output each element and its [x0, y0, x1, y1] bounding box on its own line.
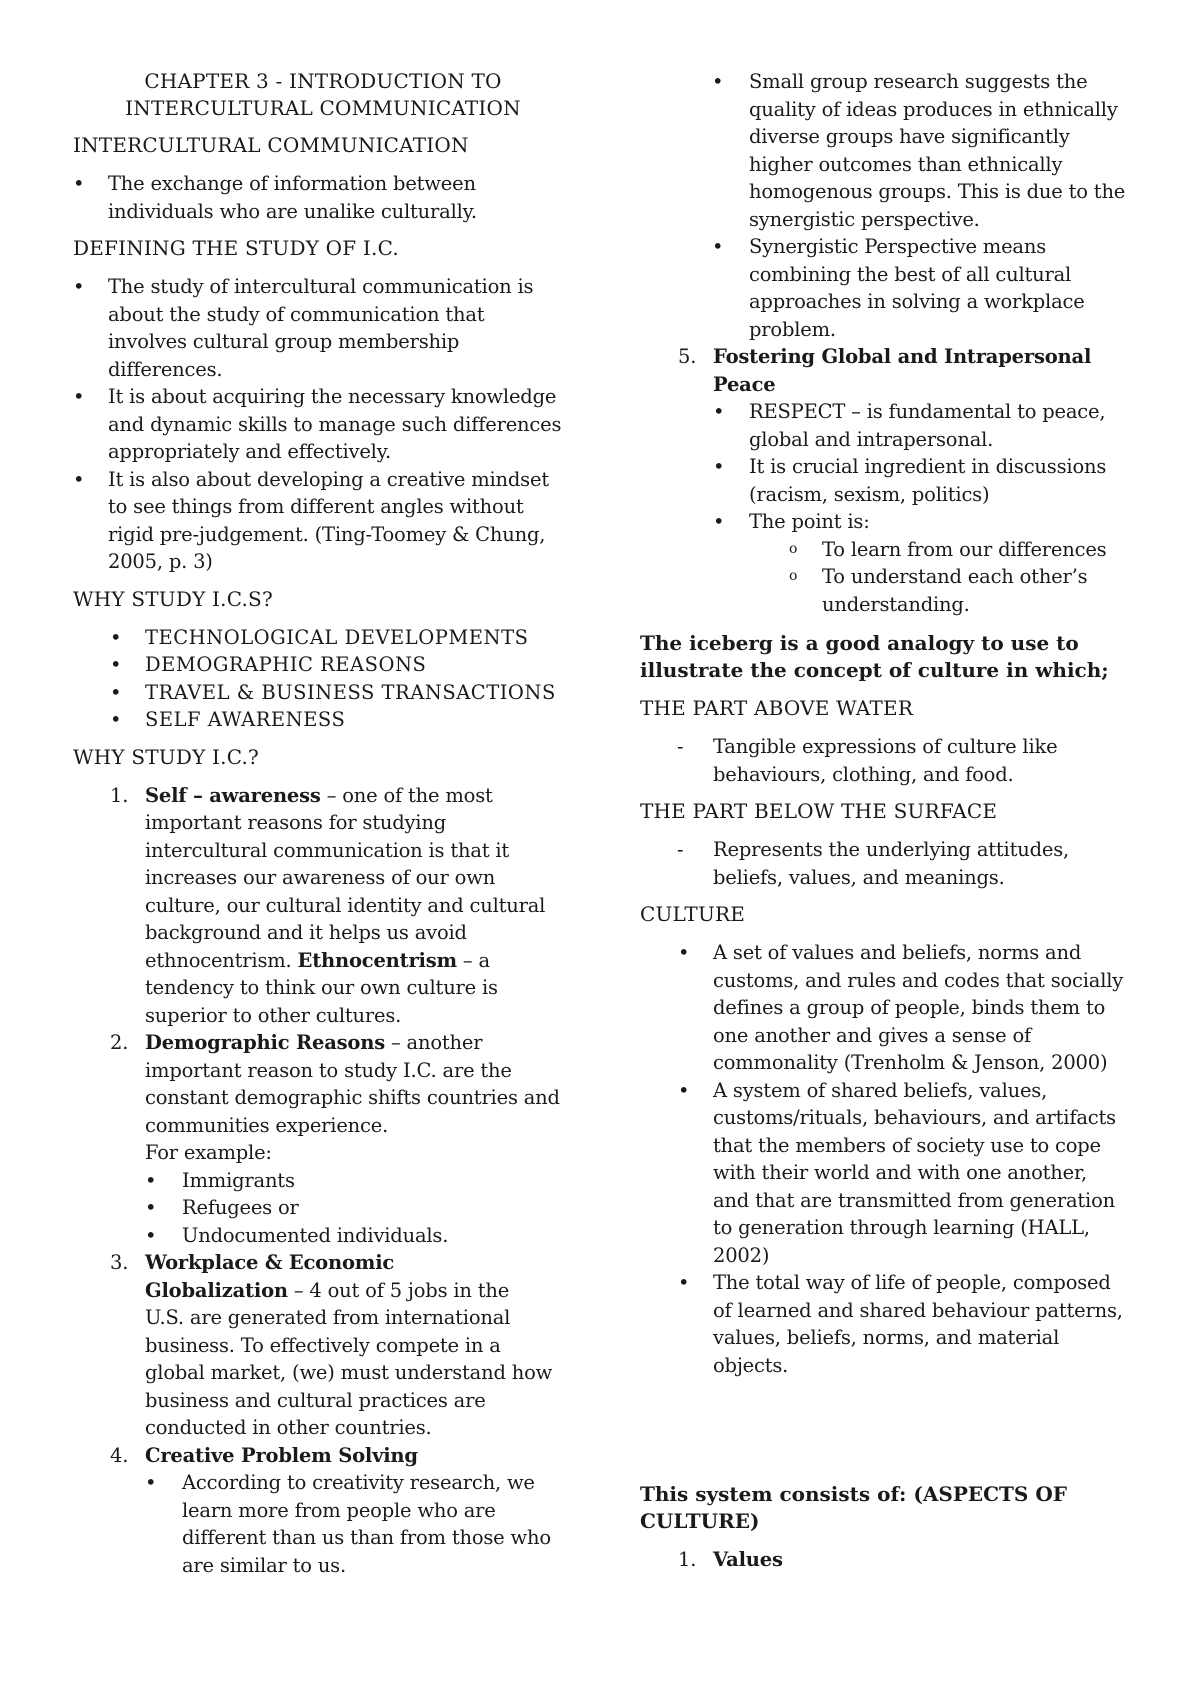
term: Self – awareness: [145, 783, 321, 807]
text-line: 2002): [713, 1243, 770, 1267]
text-line: [145, 1249, 573, 1277]
bullet-icon: •: [73, 172, 85, 195]
text-line: tendency to think our own culture is: [145, 976, 498, 999]
circle-bullet-icon: o: [789, 568, 798, 584]
text-line: Small group research suggests the: [749, 70, 1088, 93]
heading-why-study-ic: WHY STUDY I.C.?: [73, 744, 259, 769]
text-line: appropriately and effectively.: [108, 440, 391, 463]
bullet-icon: •: [713, 455, 725, 478]
numbered-item-2: [73, 1029, 573, 1249]
text-line: The exchange of information between: [108, 172, 476, 195]
text-run: – another: [384, 1031, 483, 1054]
bullet-icon: •: [110, 708, 123, 731]
list-number: 4.: [110, 1443, 129, 1467]
term: Demographic Reasons: [145, 1031, 385, 1054]
text-line: different than us than from those who: [182, 1526, 551, 1549]
text-line: [713, 343, 1140, 371]
list-number: 5.: [678, 345, 697, 368]
text-line: To understand each other’s: [822, 565, 1088, 588]
bullet-item: [73, 273, 573, 383]
text-line: rigid pre-judgement. (Ting-Toomey & Chung,: [108, 522, 546, 546]
chapter-title: [73, 68, 573, 122]
text-line: U.S. are generated from international: [145, 1306, 511, 1329]
text-line: [145, 947, 573, 975]
iceberg-analogy: [640, 630, 1140, 684]
text-line: about the study of communication that: [108, 302, 485, 326]
text-line: increases our awareness of our own: [145, 866, 496, 889]
text-line: higher outcomes than ethnically: [749, 152, 1063, 176]
sub-bullet: [713, 453, 1140, 508]
list-number: 1.: [678, 1548, 697, 1571]
dash-item: [640, 836, 1140, 891]
sub-bullet: [145, 1222, 573, 1250]
bullet-icon: •: [145, 1168, 157, 1192]
bullet-icon: •: [712, 235, 724, 258]
text-line: with their world and with one another,: [713, 1161, 1087, 1184]
heading-above-water: THE PART ABOVE WATER: [640, 696, 914, 720]
text-line: learn more from people who are: [182, 1498, 496, 1522]
text-line: conducted in other countries.: [145, 1416, 432, 1439]
text-line: problem.: [749, 317, 836, 341]
circle-bullet-icon: o: [789, 540, 798, 557]
bullet-icon: •: [110, 653, 123, 676]
bullet-icon: •: [712, 70, 724, 93]
text-line: It is crucial ingredient in discussions: [749, 455, 1107, 478]
text-line: quality of ideas produces in ethnically: [749, 97, 1118, 121]
text-line: TECHNOLOGICAL DEVELOPMENTS: [145, 625, 529, 649]
bullet-item: [73, 170, 573, 225]
text-line: CULTURE): [640, 1509, 760, 1533]
sub-bullet: [145, 1194, 573, 1222]
term: Globalization: [145, 1278, 288, 1302]
text-line: communities experience.: [145, 1113, 389, 1137]
text-line: Represents the underlying attitudes,: [713, 838, 1069, 861]
text-line: beliefs, values, and meanings.: [713, 865, 1005, 889]
heading-defining-study: DEFINING THE STUDY OF I.C.: [73, 236, 399, 260]
text-line: values, beliefs, norms, and material: [713, 1326, 1060, 1349]
text-line: RESPECT – is fundamental to peace,: [749, 400, 1106, 423]
text-line: Undocumented individuals.: [182, 1223, 449, 1247]
sub-bullet: [145, 1167, 573, 1195]
bullet-icon: •: [713, 510, 725, 533]
text-line: important reason to study I.C. are the: [145, 1058, 512, 1082]
sub-bullet: [713, 398, 1140, 453]
text-line: Synergistic Perspective means: [749, 235, 1047, 258]
text-line: [145, 1277, 573, 1305]
term: Workplace & Economic: [145, 1251, 395, 1274]
dash-icon: -: [677, 838, 684, 861]
numbered-item-1: [73, 782, 573, 1030]
heading-culture: CULTURE: [640, 902, 746, 926]
bullet-item: [73, 383, 573, 466]
heading-why-study-ics: WHY STUDY I.C.S?: [73, 586, 273, 611]
text-line: customs/rituals, behaviours, and artifacts: [713, 1106, 1116, 1129]
text-line: individuals who are unalike culturally.: [108, 199, 477, 223]
text-line: (racism, sexism, politics): [749, 482, 990, 506]
text-line: This system consists of: (ASPECTS OF: [640, 1482, 1067, 1506]
list-number: 1.: [110, 783, 129, 807]
bullet-icon: •: [713, 400, 725, 423]
heading-intercultural-communication: INTERCULTURAL COMMUNICATION: [73, 133, 469, 157]
text-line: to see things from different angles without: [108, 495, 524, 518]
text-line: [145, 1442, 573, 1470]
text-line: business. To effectively compete in a: [145, 1333, 501, 1357]
text-line: commonality (Trenholm & Jenson, 2000): [713, 1051, 1108, 1074]
text-line: approaches in solving a workplace: [749, 290, 1085, 313]
bullet-icon: •: [145, 1471, 157, 1494]
list-number: 3.: [110, 1251, 129, 1274]
bullet-icon: •: [678, 1078, 690, 1102]
left-column: [73, 68, 573, 1579]
sub-bullet: [145, 1469, 573, 1579]
text-line: SELF AWARENESS: [145, 708, 346, 731]
bullet-item: [73, 466, 573, 576]
term: Creative Problem Solving: [145, 1443, 418, 1467]
text-line: The total way of life of people, composed: [713, 1271, 1111, 1294]
subsub-bullet: [713, 563, 1140, 618]
text-line: and that are transmitted from generation: [713, 1188, 1115, 1212]
bullet-icon: •: [110, 625, 123, 649]
bullet-icon: •: [110, 680, 123, 704]
text-line: A system of shared beliefs, values,: [713, 1078, 1048, 1102]
text-line: Refugees or: [182, 1196, 299, 1219]
sub-bullet: [713, 508, 1140, 536]
bullet-icon: •: [678, 1271, 690, 1294]
term: Values: [713, 1548, 783, 1571]
numbered-item-values: [640, 1546, 1140, 1574]
text-line: objects.: [713, 1353, 789, 1377]
numbered-item-5: [640, 343, 1140, 618]
list-number: 2.: [110, 1031, 129, 1054]
text-line: synergistic perspective.: [749, 207, 980, 231]
bullet-item: [73, 679, 573, 707]
subsub-bullet: [713, 536, 1140, 564]
text-line: background and it helps us avoid: [145, 921, 467, 944]
text-line: involves cultural group membership: [108, 330, 460, 353]
text-line: to generation through learning (HALL,: [713, 1216, 1090, 1239]
text-run: – one of the most: [320, 783, 493, 807]
numbered-item-4: [73, 1442, 573, 1580]
text-line: culture, our cultural identity and cultural: [145, 893, 546, 917]
text-line: global market, (we) must understand how: [145, 1361, 553, 1384]
text-line: It is also about developing a creative mindset: [108, 467, 549, 491]
text-line: important reasons for studying: [145, 811, 446, 834]
text-line: It is about acquiring the necessary knowledge: [108, 385, 557, 408]
text-line: According to creativity research, we: [182, 1471, 535, 1494]
text-line: illustrate the concept of culture in which;: [640, 658, 1109, 682]
text-line: customs, and rules and codes that socially: [713, 968, 1124, 992]
text-line: constant demographic shifts countries and: [145, 1086, 560, 1109]
text-line: [145, 1029, 573, 1057]
text-line: Immigrants: [182, 1168, 295, 1192]
text-line: [713, 371, 1140, 399]
bullet-item: [640, 939, 1140, 1077]
sub-bullet: [640, 68, 1140, 233]
bullet-item: [640, 1077, 1140, 1270]
chapter-title-line: CHAPTER 3 - INTRODUCTION TO: [144, 69, 502, 93]
text-line: superior to other cultures.: [145, 1003, 402, 1027]
text-line: homogenous groups. This is due to the: [749, 180, 1126, 203]
right-column: [640, 68, 1140, 1574]
bullet-icon: •: [73, 385, 85, 408]
system-consists-heading: [640, 1481, 1140, 1535]
text-run: – a: [456, 948, 490, 972]
text-run: – 4 out of 5 jobs in the: [287, 1278, 510, 1302]
text-line: Tangible expressions of culture like: [713, 735, 1058, 758]
text-line: are similar to us.: [182, 1553, 346, 1577]
text-line: understanding.: [822, 592, 970, 616]
bullet-icon: •: [73, 275, 85, 298]
text-line: differences.: [108, 357, 223, 381]
text-line: TRAVEL & BUSINESS TRANSACTIONS: [145, 680, 556, 704]
text-line: defines a group of people, binds them to: [713, 996, 1106, 1019]
text-line: of learned and shared behaviour patterns,: [713, 1298, 1123, 1322]
bullet-item: [640, 1269, 1140, 1379]
text-line: behaviours, clothing, and food.: [713, 762, 1014, 786]
text-line: [145, 782, 573, 810]
bullet-icon: •: [145, 1196, 157, 1219]
numbered-item-3: [73, 1249, 573, 1442]
text-line: DEMOGRAPHIC REASONS: [145, 653, 427, 676]
sub-bullet: [640, 233, 1140, 343]
text-line: The point is:: [749, 510, 870, 533]
term: Peace: [713, 372, 776, 396]
text-line: intercultural communication is that it: [145, 838, 510, 862]
text-line: For example:: [145, 1141, 272, 1164]
heading-below-surface: THE PART BELOW THE SURFACE: [640, 799, 998, 823]
bullet-icon: •: [73, 467, 85, 491]
text-line: combining the best of all cultural: [749, 262, 1072, 286]
chapter-title-line: INTERCULTURAL COMMUNICATION: [125, 96, 521, 120]
text-line: A set of values and beliefs, norms and: [713, 941, 1082, 964]
bullet-icon: •: [145, 1223, 157, 1247]
bullet-item: [73, 651, 573, 679]
text-line: that the members of society use to cope: [713, 1133, 1101, 1157]
bullet-icon: •: [678, 941, 690, 964]
text-line: and dynamic skills to manage such differences: [108, 412, 562, 436]
term: Fostering Global and Intrapersonal: [713, 345, 1092, 368]
text-run: ethnocentrism.: [145, 948, 298, 972]
text-line: business and cultural practices are: [145, 1388, 486, 1412]
dash-item: [640, 733, 1140, 788]
text-line: diverse groups have significantly: [749, 125, 1070, 148]
term: Ethnocentrism: [297, 948, 457, 972]
bullet-item: [73, 706, 573, 734]
text-line: 2005, p. 3): [108, 550, 213, 573]
text-line: The study of intercultural communication is: [108, 275, 534, 298]
text-line: one another and gives a sense of: [713, 1023, 1031, 1047]
dash-icon: -: [677, 735, 684, 758]
text-line: To learn from our differences: [822, 537, 1107, 561]
text-line: [713, 1546, 1140, 1574]
text-line: The iceberg is a good analogy to use to: [640, 631, 1079, 655]
text-line: global and intrapersonal.: [749, 427, 994, 451]
bullet-item: [73, 624, 573, 652]
